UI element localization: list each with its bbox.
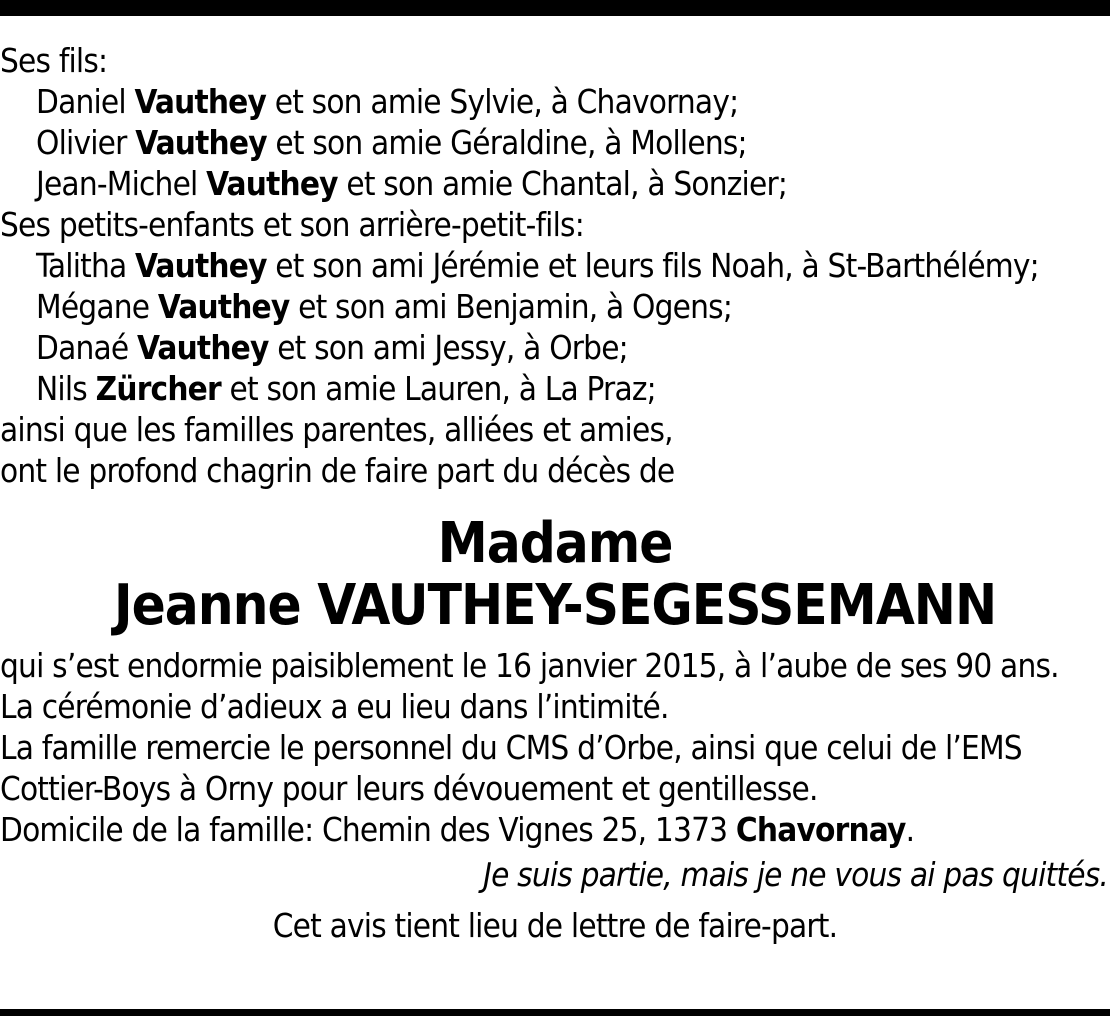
entry-details: et son amie Lauren, à La Praz; bbox=[229, 369, 656, 408]
domicile-line bbox=[0, 809, 1110, 850]
family-name: Vauthey bbox=[134, 82, 267, 121]
body-line: Cottier-Boys à Orny pour leurs dévouement et gentillesse. bbox=[0, 769, 818, 808]
grandchild-entry bbox=[0, 245, 1110, 286]
entry-details: et son amie Sylvie, à Chavornay; bbox=[274, 82, 739, 121]
grandchild-entry bbox=[0, 327, 1110, 368]
domicile-town: Chavornay bbox=[735, 810, 906, 849]
family-name: Vauthey bbox=[206, 164, 338, 203]
entry-details: et son ami Benjamin, à Ogens; bbox=[298, 287, 733, 326]
entry-details: et son amie Chantal, à Sonzier; bbox=[346, 164, 788, 203]
grandchild-entry bbox=[0, 286, 1110, 327]
grandchild-entry bbox=[0, 368, 1110, 409]
first-name: Nils bbox=[36, 369, 87, 408]
deceased-name: Jeanne VAUTHEY-SEGESSEMANN bbox=[113, 573, 997, 638]
children-heading: Ses fils: bbox=[0, 41, 108, 80]
top-rule bbox=[0, 0, 1110, 16]
body-line: La famille remercie le personnel du CMS d’Orbe, ainsi que celui de l’EMS bbox=[0, 728, 1022, 767]
first-name: Mégane bbox=[36, 287, 150, 326]
families-line: ainsi que les familles parentes, alliées et amies, bbox=[0, 410, 673, 449]
first-name: Danaé bbox=[36, 328, 129, 367]
first-name: Jean-Michel bbox=[36, 164, 198, 203]
family-name: Zürcher bbox=[95, 369, 221, 408]
entry-details: et son ami Jérémie et leurs fils Noah, à St-Barthélémy; bbox=[275, 246, 1039, 285]
family-name: Vauthey bbox=[135, 123, 267, 162]
entry-details: et son amie Géraldine, à Mollens; bbox=[275, 123, 747, 162]
deceased-name-block bbox=[0, 513, 1110, 637]
family-name: Vauthey bbox=[157, 287, 290, 326]
first-name: Talitha bbox=[36, 246, 127, 285]
child-entry bbox=[0, 122, 1110, 163]
first-name: Olivier bbox=[36, 123, 127, 162]
closing-quote: Je suis partie, mais je ne vous ai pas quittés. bbox=[483, 855, 1108, 894]
child-entry bbox=[0, 81, 1110, 122]
family-name: Vauthey bbox=[136, 328, 269, 367]
domicile-address: Domicile de la famille: Chemin des Vignes 25, 1373 bbox=[0, 810, 728, 849]
death-notice bbox=[0, 40, 1110, 946]
announcement-line: ont le profond chagrin de faire part du décès de bbox=[0, 451, 675, 490]
child-entry bbox=[0, 163, 1110, 204]
bottom-rule bbox=[0, 1009, 1110, 1016]
grandchildren-heading: Ses petits-enfants et son arrière-petit-fils: bbox=[0, 205, 584, 244]
first-name: Daniel bbox=[36, 82, 126, 121]
family-name: Vauthey bbox=[135, 246, 267, 285]
body-line: qui s’est endormie paisiblement le 16 janvier 2015, à l’aube de ses 90 ans. bbox=[0, 646, 1059, 685]
deceased-title: Madame bbox=[437, 511, 673, 576]
closing-note: Cet avis tient lieu de lettre de faire-part. bbox=[272, 906, 838, 945]
entry-details: et son ami Jessy, à Orbe; bbox=[277, 328, 628, 367]
body-line: La cérémonie d’adieux a eu lieu dans l’intimité. bbox=[0, 687, 669, 726]
domicile-suffix: . bbox=[905, 810, 915, 849]
